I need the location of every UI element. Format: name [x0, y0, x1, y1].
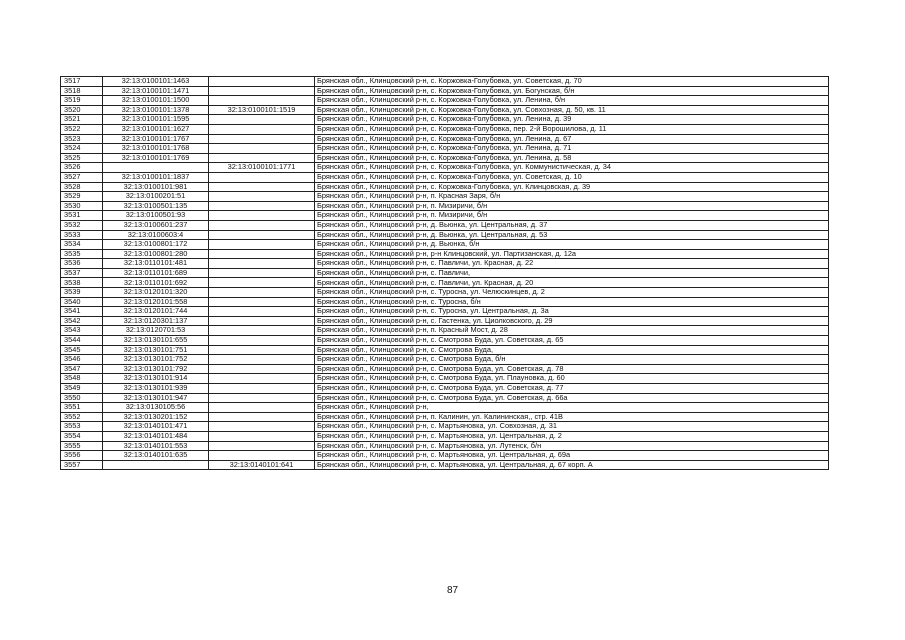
cadastral-number-cell: 32:13:0140101:553	[103, 441, 209, 451]
previous-cadastral-number-cell	[209, 355, 315, 365]
row-number-cell: 3535	[61, 249, 103, 259]
cadastral-number-cell: 32:13:0100603:4	[103, 230, 209, 240]
cadastral-number-cell: 32:13:0100101:1463	[103, 77, 209, 87]
row-number-cell: 3522	[61, 124, 103, 134]
cadastral-number-cell: 32:13:0100201:51	[103, 192, 209, 202]
address-cell: Брянская обл., Клинцовский р-н, с. Туросна, ул. Челюскинцев, д. 2	[315, 288, 829, 298]
row-number-cell: 3528	[61, 182, 103, 192]
address-cell: Брянская обл., Клинцовский р-н, с. Коржовка-Голубовка, ул. Совхозная, д. 50, кв. 11	[315, 105, 829, 115]
address-cell: Брянская обл., Клинцовский р-н, с. Смотрова Буда, ул. Советская, д. 78	[315, 364, 829, 374]
previous-cadastral-number-cell	[209, 316, 315, 326]
table-row	[61, 268, 829, 278]
previous-cadastral-number-cell	[209, 172, 315, 182]
table-row	[61, 182, 829, 192]
cadastral-number-cell: 32:13:0110101:481	[103, 259, 209, 269]
address-cell: Брянская обл., Клинцовский р-н, д. Вьюнка, б/н	[315, 240, 829, 250]
table-row	[61, 220, 829, 230]
address-cell: Брянская обл., Клинцовский р-н, п. Красная Заря, б/н	[315, 192, 829, 202]
row-number-cell: 3545	[61, 345, 103, 355]
previous-cadastral-number-cell	[209, 86, 315, 96]
row-number-cell: 3520	[61, 105, 103, 115]
previous-cadastral-number-cell	[209, 230, 315, 240]
table-row	[61, 364, 829, 374]
table-row	[61, 86, 829, 96]
cadastral-number-cell: 32:13:0100601:237	[103, 220, 209, 230]
cadastral-number-cell: 32:13:0130101:792	[103, 364, 209, 374]
row-number-cell: 3542	[61, 316, 103, 326]
row-number-cell: 3552	[61, 412, 103, 422]
table-row	[61, 115, 829, 125]
address-cell: Брянская обл., Клинцовский р-н, р-н Клинцовский, ул. Партизанская, д. 12а	[315, 249, 829, 259]
table-row	[61, 460, 829, 470]
row-number-cell: 3521	[61, 115, 103, 125]
previous-cadastral-number-cell	[209, 211, 315, 221]
address-cell: Брянская обл., Клинцовский р-н, с. Смотрова Буда, б/н	[315, 355, 829, 365]
row-number-cell: 3540	[61, 297, 103, 307]
previous-cadastral-number-cell	[209, 182, 315, 192]
table-row	[61, 134, 829, 144]
row-number-cell: 3529	[61, 192, 103, 202]
cadastral-number-cell: 32:13:0130101:655	[103, 336, 209, 346]
row-number-cell: 3534	[61, 240, 103, 250]
row-number-cell: 3548	[61, 374, 103, 384]
row-number-cell: 3532	[61, 220, 103, 230]
table-row	[61, 393, 829, 403]
row-number-cell: 3546	[61, 355, 103, 365]
cadastral-number-cell: 32:13:0130105:56	[103, 403, 209, 413]
cadastral-number-cell	[103, 460, 209, 470]
address-cell: Брянская обл., Клинцовский р-н, п. Мизиричи, б/н	[315, 201, 829, 211]
previous-cadastral-number-cell	[209, 115, 315, 125]
table-row	[61, 77, 829, 87]
previous-cadastral-number-cell	[209, 422, 315, 432]
row-number-cell: 3531	[61, 211, 103, 221]
previous-cadastral-number-cell: 32:13:0140101:641	[209, 460, 315, 470]
previous-cadastral-number-cell	[209, 192, 315, 202]
address-cell: Брянская обл., Клинцовский р-н, с. Коржовка-Голубовка, ул. Ленина, д. 58	[315, 153, 829, 163]
address-cell: Брянская обл., Клинцовский р-н,	[315, 403, 829, 413]
cadastral-number-cell: 32:13:0130101:947	[103, 393, 209, 403]
table-row	[61, 297, 829, 307]
address-cell: Брянская обл., Клинцовский р-н, с. Мартьяновка, ул. Центральная, д. 2	[315, 431, 829, 441]
cadastral-number-cell: 32:13:0130101:751	[103, 345, 209, 355]
previous-cadastral-number-cell	[209, 384, 315, 394]
table-row	[61, 374, 829, 384]
cadastral-number-cell: 32:13:0100801:280	[103, 249, 209, 259]
table-row	[61, 355, 829, 365]
previous-cadastral-number-cell	[209, 403, 315, 413]
row-number-cell: 3541	[61, 307, 103, 317]
table-row	[61, 326, 829, 336]
cadastral-number-cell: 32:13:0100101:1767	[103, 134, 209, 144]
table-row	[61, 211, 829, 221]
previous-cadastral-number-cell	[209, 297, 315, 307]
row-number-cell: 3538	[61, 278, 103, 288]
address-cell: Брянская обл., Клинцовский р-н, с. Смотрова Буда, ул. Плауновка, д. 60	[315, 374, 829, 384]
row-number-cell: 3527	[61, 172, 103, 182]
previous-cadastral-number-cell	[209, 393, 315, 403]
previous-cadastral-number-cell	[209, 364, 315, 374]
address-cell: Брянская обл., Клинцовский р-н, д. Вьюнка, ул. Центральная, д. 53	[315, 230, 829, 240]
previous-cadastral-number-cell	[209, 96, 315, 106]
address-cell: Брянская обл., Клинцовский р-н, с. Павличи, ул. Красная, д. 22	[315, 259, 829, 269]
table-row	[61, 96, 829, 106]
address-cell: Брянская обл., Клинцовский р-н, с. Мартьяновка, ул. Центральная, д. 67 корп. А	[315, 460, 829, 470]
previous-cadastral-number-cell	[209, 374, 315, 384]
row-number-cell: 3519	[61, 96, 103, 106]
table-row	[61, 144, 829, 154]
address-cell: Брянская обл., Клинцовский р-н, с. Коржовка-Голубовка, ул. Клинцовская, д. 39	[315, 182, 829, 192]
previous-cadastral-number-cell	[209, 431, 315, 441]
cadastral-number-cell: 32:13:0110101:692	[103, 278, 209, 288]
previous-cadastral-number-cell	[209, 201, 315, 211]
address-cell: Брянская обл., Клинцовский р-н, с. Смотрова Буда, ул. Советская, д. 66а	[315, 393, 829, 403]
cadastral-number-cell: 32:13:0110101:689	[103, 268, 209, 278]
address-cell: Брянская обл., Клинцовский р-н, д. Вьюнка, ул. Центральная, д. 37	[315, 220, 829, 230]
previous-cadastral-number-cell	[209, 259, 315, 269]
table-row	[61, 172, 829, 182]
cadastral-number-cell: 32:13:0100101:1768	[103, 144, 209, 154]
table-row	[61, 288, 829, 298]
row-number-cell: 3544	[61, 336, 103, 346]
previous-cadastral-number-cell: 32:13:0100101:1519	[209, 105, 315, 115]
previous-cadastral-number-cell: 32:13:0100101:1771	[209, 163, 315, 173]
cadastral-number-cell: 32:13:0100101:1500	[103, 96, 209, 106]
previous-cadastral-number-cell	[209, 249, 315, 259]
address-cell: Брянская обл., Клинцовский р-н, с. Смотрова Буда, ул. Советская, д. 77	[315, 384, 829, 394]
address-cell: Брянская обл., Клинцовский р-н, с. Туросна, ул. Центральная, д. 3а	[315, 307, 829, 317]
table-row	[61, 230, 829, 240]
row-number-cell: 3536	[61, 259, 103, 269]
previous-cadastral-number-cell	[209, 307, 315, 317]
cadastral-number-cell	[103, 163, 209, 173]
table-body	[61, 77, 829, 470]
table-row	[61, 384, 829, 394]
previous-cadastral-number-cell	[209, 144, 315, 154]
cadastral-number-cell: 32:13:0140101:484	[103, 431, 209, 441]
table-row	[61, 307, 829, 317]
cadastral-number-cell: 32:13:0120101:744	[103, 307, 209, 317]
row-number-cell: 3526	[61, 163, 103, 173]
address-cell: Брянская обл., Клинцовский р-н, с. Коржовка-Голубовка, ул. Ленина, б/н	[315, 96, 829, 106]
cadastral-number-cell: 32:13:0120701:53	[103, 326, 209, 336]
address-cell: Брянская обл., Клинцовский р-н, п. Калинин, ул. Калининская,, стр. 41В	[315, 412, 829, 422]
address-cell: Брянская обл., Клинцовский р-н, с. Мартьяновка, ул. Лутенск, б/н	[315, 441, 829, 451]
cadastral-number-cell: 32:13:0100101:981	[103, 182, 209, 192]
previous-cadastral-number-cell	[209, 288, 315, 298]
row-number-cell: 3553	[61, 422, 103, 432]
address-cell: Брянская обл., Клинцовский р-н, п. Мизиричи, б/н	[315, 211, 829, 221]
table-row	[61, 345, 829, 355]
cadastral-number-cell: 32:13:0100101:1837	[103, 172, 209, 182]
row-number-cell: 3533	[61, 230, 103, 240]
address-cell: Брянская обл., Клинцовский р-н, п. Красный Мост, д. 28	[315, 326, 829, 336]
table-row	[61, 278, 829, 288]
table-row	[61, 441, 829, 451]
cadastral-number-cell: 32:13:0120101:320	[103, 288, 209, 298]
address-cell: Брянская обл., Клинцовский р-н, с. Коржовка-Голубовка, ул. Коммунистическая, д. 34	[315, 163, 829, 173]
row-number-cell: 3518	[61, 86, 103, 96]
table-row	[61, 192, 829, 202]
previous-cadastral-number-cell	[209, 326, 315, 336]
previous-cadastral-number-cell	[209, 451, 315, 461]
row-number-cell: 3554	[61, 431, 103, 441]
table-row	[61, 422, 829, 432]
address-cell: Брянская обл., Клинцовский р-н, с. Коржовка-Голубовка, ул. Ленина, д. 67	[315, 134, 829, 144]
previous-cadastral-number-cell	[209, 345, 315, 355]
previous-cadastral-number-cell	[209, 220, 315, 230]
row-number-cell: 3524	[61, 144, 103, 154]
cadastral-number-cell: 32:13:0100101:1378	[103, 105, 209, 115]
row-number-cell: 3556	[61, 451, 103, 461]
row-number-cell: 3550	[61, 393, 103, 403]
cadastral-number-cell: 32:13:0100101:1627	[103, 124, 209, 134]
cadastral-number-cell: 32:13:0140101:635	[103, 451, 209, 461]
previous-cadastral-number-cell	[209, 240, 315, 250]
previous-cadastral-number-cell	[209, 278, 315, 288]
address-cell: Брянская обл., Клинцовский р-н, с. Павличи,	[315, 268, 829, 278]
cadastral-number-cell: 32:13:0120101:558	[103, 297, 209, 307]
row-number-cell: 3537	[61, 268, 103, 278]
table-row	[61, 259, 829, 269]
table-row	[61, 431, 829, 441]
row-number-cell: 3557	[61, 460, 103, 470]
address-cell: Брянская обл., Клинцовский р-н, с. Коржовка-Голубовка, ул. Богунская, б/н	[315, 86, 829, 96]
previous-cadastral-number-cell	[209, 441, 315, 451]
table-row	[61, 336, 829, 346]
cadastral-number-cell: 32:13:0130101:752	[103, 355, 209, 365]
cadastral-number-cell: 32:13:0100501:93	[103, 211, 209, 221]
address-cell: Брянская обл., Клинцовский р-н, с. Гастенка, ул. Циолковского, д. 29	[315, 316, 829, 326]
address-cell: Брянская обл., Клинцовский р-н, с. Мартьяновка, ул. Центральная, д. 69а	[315, 451, 829, 461]
row-number-cell: 3530	[61, 201, 103, 211]
document-page	[60, 76, 828, 470]
cadastral-number-cell: 32:13:0130201:152	[103, 412, 209, 422]
row-number-cell: 3539	[61, 288, 103, 298]
table-row	[61, 240, 829, 250]
previous-cadastral-number-cell	[209, 77, 315, 87]
table-row	[61, 163, 829, 173]
cadastral-number-cell: 32:13:0100101:1769	[103, 153, 209, 163]
address-cell: Брянская обл., Клинцовский р-н, с. Смотрова Буда, ул. Советская, д. 65	[315, 336, 829, 346]
cadastral-number-cell: 32:13:0100501:135	[103, 201, 209, 211]
table-row	[61, 105, 829, 115]
cadastral-number-cell: 32:13:0100101:1595	[103, 115, 209, 125]
table-row	[61, 124, 829, 134]
table-row	[61, 249, 829, 259]
property-register-table	[60, 76, 829, 470]
address-cell: Брянская обл., Клинцовский р-н, с. Туросна, б/н	[315, 297, 829, 307]
table-row	[61, 412, 829, 422]
table-row	[61, 316, 829, 326]
cadastral-number-cell: 32:13:0130101:939	[103, 384, 209, 394]
row-number-cell: 3525	[61, 153, 103, 163]
row-number-cell: 3551	[61, 403, 103, 413]
table-row	[61, 153, 829, 163]
previous-cadastral-number-cell	[209, 124, 315, 134]
address-cell: Брянская обл., Клинцовский р-н, с. Коржовка-Голубовка, ул. Советская, д. 10	[315, 172, 829, 182]
address-cell: Брянская обл., Клинцовский р-н, с. Смотрова Буда,	[315, 345, 829, 355]
address-cell: Брянская обл., Клинцовский р-н, с. Коржовка-Голубовка, ул. Ленина, д. 71	[315, 144, 829, 154]
previous-cadastral-number-cell	[209, 268, 315, 278]
row-number-cell: 3523	[61, 134, 103, 144]
address-cell: Брянская обл., Клинцовский р-н, с. Коржовка-Голубовка, ул. Советская, д. 70	[315, 77, 829, 87]
cadastral-number-cell: 32:13:0130101:914	[103, 374, 209, 384]
cadastral-number-cell: 32:13:0100801:172	[103, 240, 209, 250]
previous-cadastral-number-cell	[209, 134, 315, 144]
row-number-cell: 3549	[61, 384, 103, 394]
cadastral-number-cell: 32:13:0100101:1471	[103, 86, 209, 96]
previous-cadastral-number-cell	[209, 412, 315, 422]
address-cell: Брянская обл., Клинцовский р-н, с. Коржовка-Голубовка, пер. 2-й Ворошилова, д. 11	[315, 124, 829, 134]
row-number-cell: 3517	[61, 77, 103, 87]
cadastral-number-cell: 32:13:0120301:137	[103, 316, 209, 326]
previous-cadastral-number-cell	[209, 153, 315, 163]
cadastral-number-cell: 32:13:0140101:471	[103, 422, 209, 432]
row-number-cell: 3547	[61, 364, 103, 374]
row-number-cell: 3555	[61, 441, 103, 451]
address-cell: Брянская обл., Клинцовский р-н, с. Павличи, ул. Красная, д. 20	[315, 278, 829, 288]
address-cell: Брянская обл., Клинцовский р-н, с. Коржовка-Голубовка, ул. Ленина, д. 39	[315, 115, 829, 125]
address-cell: Брянская обл., Клинцовский р-н, с. Мартьяновка, ул. Совхозная, д. 31	[315, 422, 829, 432]
previous-cadastral-number-cell	[209, 336, 315, 346]
table-row	[61, 201, 829, 211]
table-row	[61, 403, 829, 413]
table-row	[61, 451, 829, 461]
page-number: 87	[446, 585, 459, 596]
row-number-cell: 3543	[61, 326, 103, 336]
